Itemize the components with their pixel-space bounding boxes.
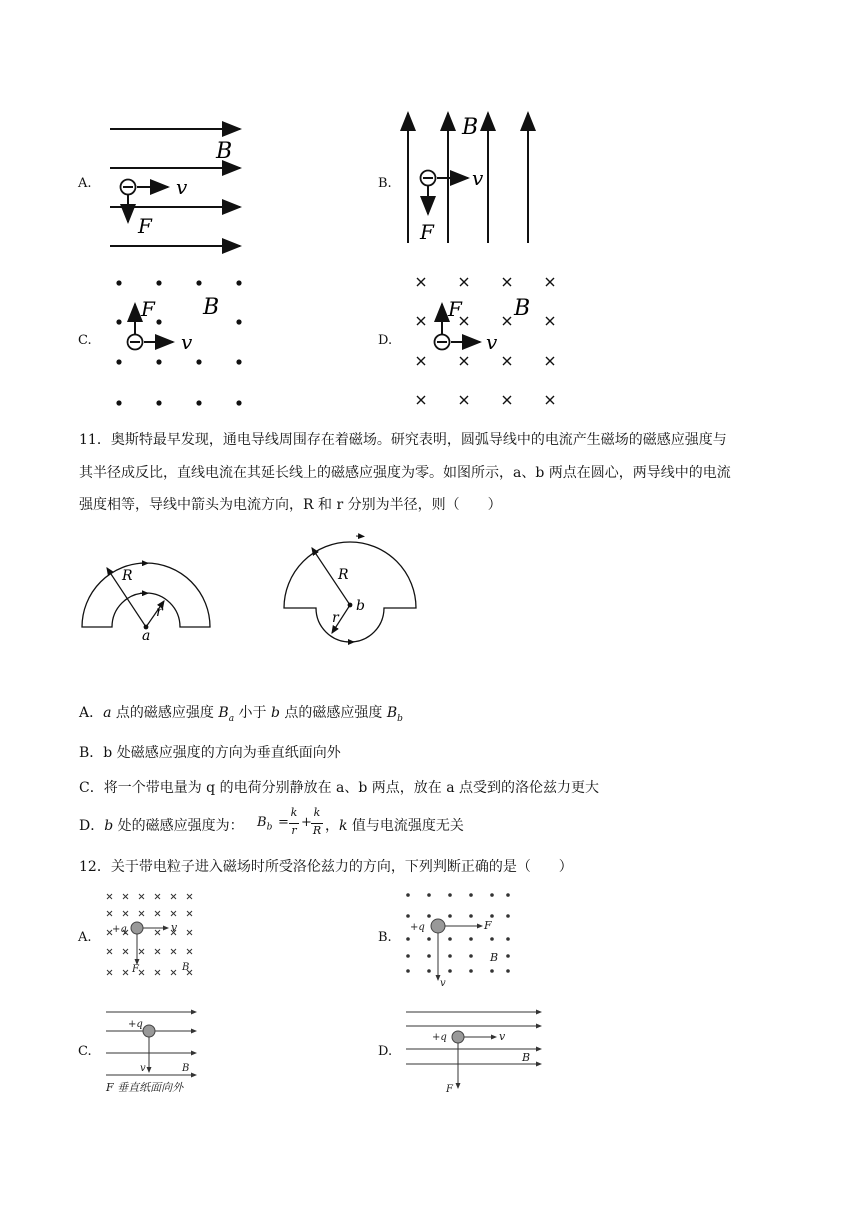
q11-option-c: C．将一个带电量为 q 的电荷分别静放在 a、b 两点，放在 a 点受到的洛伦兹力更大: [79, 780, 600, 796]
q11a-r-small-label: r: [156, 604, 163, 620]
q12c-v-label: v: [140, 1063, 146, 1074]
q11-stem-line-1: 11．奥斯特最早发现，通电导线周围存在着磁场。研究表明，圆弧导线中的电流产生磁场的磁感应强度与: [79, 432, 727, 448]
q12b-v-label: v: [440, 978, 446, 989]
q10a-f-label: F: [138, 214, 152, 238]
q10-figure-a: [100, 118, 250, 258]
q12-figure-a: [104, 888, 204, 983]
q10-option-c-label: C.: [78, 333, 92, 348]
q12a-b-label: B: [182, 962, 190, 973]
q12c-b-label: B: [182, 1063, 190, 1074]
q11-option-a: A．a 点的磁感应强度 $B_a$ 小于 b 点的磁感应强度 $B_b$: [79, 705, 403, 724]
q10-option-b-label: B.: [378, 176, 392, 191]
q11a-point-label: a: [142, 628, 151, 644]
q10d-v-label: v: [486, 330, 498, 354]
q12-option-d-label: D.: [378, 1044, 393, 1059]
q12-figure-b: [402, 888, 517, 988]
q10-option-a-label: A.: [78, 176, 92, 191]
q12-figure-c: [104, 1004, 204, 1099]
q12d-q-label: +q: [432, 1032, 447, 1043]
q11-figure-b: [282, 536, 422, 656]
q12-option-a-label: A.: [78, 930, 92, 945]
q10d-f-label: F: [448, 297, 462, 321]
q12-stem: 12．关于带电粒子进入磁场时所受洛伦兹力的方向，下列判断正确的是（ ）: [79, 859, 573, 875]
q10c-v-label: v: [181, 330, 193, 354]
q10c-f-label: F: [141, 297, 155, 321]
q12a-q-label: +q: [112, 924, 127, 935]
q10-figure-b: [398, 108, 548, 248]
q12-figure-d: [404, 1004, 546, 1094]
q12d-b-label: B: [522, 1051, 531, 1064]
q12-option-b-label: B.: [378, 930, 392, 945]
q11-stem-line-3: 强度相等，导线中箭头为电流方向，R 和 r 分别为半径，则（ ）: [79, 497, 502, 513]
q10-option-d-label: D.: [378, 333, 393, 348]
q11-stem-line-2: 其半径成反比，直线电流在其延长线上的磁感应强度为零。如图所示，a、b 两点在圆心，两导线中的电流: [79, 465, 731, 481]
q12-option-c-label: C.: [78, 1044, 92, 1059]
q11b-r-big-label: R: [338, 567, 349, 583]
q10b-b-label: B: [462, 115, 479, 140]
q12d-f-label: F: [446, 1084, 453, 1095]
q12b-q-label: +q: [410, 922, 425, 933]
q10-figure-c: [105, 272, 255, 412]
q10a-v-label: v: [176, 175, 188, 199]
q12c-caption: F 垂直纸面向外: [106, 1081, 184, 1094]
q12d-v-label: v: [499, 1030, 506, 1043]
q10b-v-label: v: [472, 166, 484, 190]
q11b-r-small-label: r: [332, 610, 339, 626]
q10b-f-label: F: [420, 220, 434, 244]
q11b-point-label: b: [356, 598, 365, 614]
q10a-b-label: B: [216, 139, 233, 164]
q10d-b-label: B: [514, 296, 531, 321]
q12a-v-label: v: [171, 921, 178, 934]
q11a-r-big-label: R: [122, 568, 133, 584]
q12a-f-label: F: [132, 964, 139, 975]
q11-figure-a: [80, 548, 215, 644]
q12c-q-label: +q: [128, 1019, 143, 1030]
q10c-b-label: B: [203, 295, 220, 320]
q12b-b-label: B: [490, 951, 499, 964]
q10-figure-d: [404, 272, 564, 412]
q12b-f-label: F: [484, 919, 492, 932]
q11-option-b: B．b 处磁感应强度的方向为垂直纸面向外: [79, 745, 341, 761]
